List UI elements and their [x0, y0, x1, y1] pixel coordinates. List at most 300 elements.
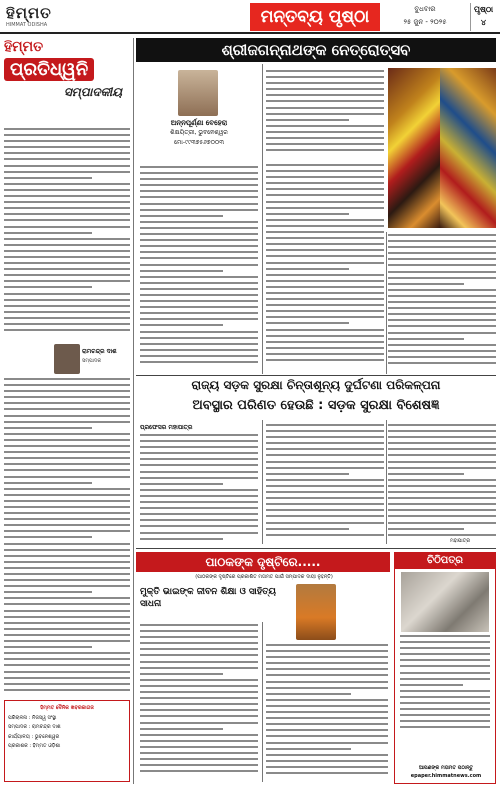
text-line [266, 316, 384, 318]
text-line [4, 226, 130, 228]
text-line [400, 714, 490, 716]
text-line [388, 264, 496, 266]
text-line [140, 691, 258, 693]
text-line [140, 654, 258, 656]
column-rule [386, 232, 387, 374]
text-line [266, 650, 388, 652]
text-line [266, 461, 384, 463]
text-line [4, 390, 130, 392]
text-line [266, 243, 384, 245]
author-role: ସମ୍ପାଦକ [82, 358, 102, 364]
text-line [4, 378, 130, 380]
author-photo [54, 344, 80, 374]
text-line [4, 482, 92, 484]
text-line [140, 196, 258, 198]
text-line [266, 225, 384, 227]
readers-headline: ମୁକ୍ତି ଭାଇଙ୍କ ଜୀବନ ଶିକ୍ଷା ଓ ସାହିତ୍ୟ ସାଧନା [140, 587, 276, 609]
text-line [266, 113, 384, 115]
text-line [140, 209, 258, 211]
brand-pratidhwani: ପ୍ରତିଧ୍ୱନି [4, 58, 94, 81]
text-line [4, 512, 130, 514]
editorial-body-top [4, 128, 130, 340]
text-line [388, 509, 496, 511]
text-line [400, 702, 490, 704]
text-line [388, 430, 496, 432]
text-line [266, 268, 349, 270]
text-line [140, 764, 258, 766]
text-line [140, 525, 258, 527]
text-line [266, 644, 388, 646]
brand-subtitle: ସମ୍ପାଦକୀୟ [63, 85, 122, 99]
text-line [4, 628, 130, 630]
text-line [4, 610, 130, 612]
text-line [4, 597, 130, 599]
text-line [388, 350, 496, 352]
logo-text: ହିମ୍ମତ [6, 4, 52, 22]
text-line [4, 384, 130, 386]
text-line [266, 274, 384, 276]
masthead [0, 0, 500, 34]
text-line [388, 258, 496, 260]
text-line [140, 166, 258, 168]
text-line [400, 672, 490, 674]
text-line [266, 182, 384, 184]
text-line [4, 689, 130, 691]
editorial-brand [4, 39, 130, 125]
text-line [4, 543, 130, 545]
writer-name: ଅନ୍ନପୂର୍ଣ୍ଣା ବେହେରା [170, 119, 228, 127]
text-line [140, 294, 258, 296]
text-line [266, 170, 384, 172]
text-line [388, 362, 496, 364]
text-line [4, 140, 130, 142]
text-line [266, 94, 384, 96]
text-line [4, 256, 130, 258]
text-line [388, 515, 496, 517]
text-line [4, 317, 130, 319]
text-line [140, 355, 258, 357]
text-line [266, 528, 349, 530]
writer-phone: ମୋ-୯୯୩୭୫୬୭୦୦୩ [174, 139, 224, 146]
text-line [140, 507, 258, 509]
letters-footer [399, 764, 493, 780]
text-line [266, 131, 384, 133]
text-line [266, 711, 388, 713]
text-line [140, 184, 258, 186]
text-line [4, 195, 130, 197]
text-line [266, 687, 388, 689]
text-line [400, 653, 490, 655]
text-line [4, 573, 130, 575]
story2-col-3 [388, 424, 496, 544]
column-rule [262, 420, 263, 544]
text-line [388, 301, 496, 303]
text-line [140, 728, 223, 730]
text-line [140, 349, 258, 351]
text-line [4, 603, 130, 605]
text-line [4, 165, 130, 167]
text-line [4, 549, 130, 551]
text-line [140, 630, 258, 632]
text-line [140, 215, 223, 217]
issue-date [384, 3, 466, 31]
writer-role: ଶିକ୍ଷୟିତ୍ରୀ, ଭୁବନେଶ୍ୱର [170, 129, 228, 136]
text-line [388, 252, 496, 254]
text-line [266, 705, 388, 707]
text-line [400, 678, 490, 680]
text-line [266, 729, 388, 731]
text-line [140, 501, 258, 503]
text-line [140, 434, 258, 436]
text-line [388, 332, 496, 334]
text-line [266, 341, 384, 343]
text-line [266, 699, 388, 701]
text-line [266, 436, 384, 438]
text-line [388, 234, 496, 236]
text-line [266, 194, 384, 196]
text-line [388, 271, 496, 273]
story2-byline: ପ୍ରଫେସର ମହାପାତ୍ର [140, 424, 193, 431]
text-line [140, 489, 258, 491]
text-line [4, 622, 130, 624]
text-line [4, 518, 130, 520]
text-line [266, 454, 384, 456]
text-line [266, 359, 384, 361]
text-line [266, 693, 351, 695]
text-line [4, 494, 130, 496]
text-line [266, 219, 384, 221]
text-line [140, 312, 258, 314]
text-line [266, 674, 388, 676]
column-rule [386, 420, 387, 544]
text-line [388, 313, 496, 315]
text-line [266, 322, 349, 324]
page-number [470, 3, 496, 31]
text-line [266, 70, 384, 72]
issue-day: ବୁଧବାର [414, 5, 436, 13]
text-line [4, 445, 130, 447]
text-line [140, 722, 258, 724]
column-rule [262, 64, 263, 374]
page-label: ପୃଷ୍ଠା [473, 5, 494, 14]
text-line [400, 635, 490, 637]
section-rule [136, 375, 496, 376]
text-line [266, 164, 384, 166]
text-line [140, 288, 258, 290]
text-line [400, 647, 490, 649]
text-line [400, 696, 490, 698]
text-line [266, 668, 388, 670]
text-line [388, 307, 496, 309]
text-line [4, 585, 130, 587]
text-line [266, 137, 384, 139]
text-line [4, 268, 130, 270]
text-line [140, 495, 258, 497]
text-line [140, 458, 258, 460]
text-line [140, 513, 258, 515]
text-line [266, 717, 388, 719]
issue-date-value: ୨୫ ଜୁନ - ୨୦୨୫ [403, 18, 447, 26]
text-line [140, 264, 258, 266]
letters-footer-text: ଆପଣଙ୍କ ମତାମତ ପଠାନ୍ତୁ [419, 765, 473, 771]
text-line [140, 758, 258, 760]
text-line [388, 479, 496, 481]
text-line [140, 440, 258, 442]
text-line [388, 454, 496, 456]
text-line [4, 421, 130, 423]
story2-col-1 [140, 434, 258, 544]
text-line [266, 107, 384, 109]
text-line [4, 171, 130, 173]
text-line [140, 361, 258, 363]
text-line [388, 356, 496, 358]
text-line [4, 591, 92, 593]
text-line [388, 485, 496, 487]
text-line [266, 231, 384, 233]
text-line [266, 497, 384, 499]
main-story-col-1 [140, 166, 258, 372]
main-story-col-2-top [266, 70, 384, 160]
text-line [266, 473, 349, 475]
text-line [140, 709, 258, 711]
text-line [4, 579, 130, 581]
text-line [4, 286, 92, 288]
text-line [140, 172, 258, 174]
text-line [4, 408, 130, 410]
text-line [4, 415, 130, 417]
text-line [140, 734, 258, 736]
text-line [140, 446, 258, 448]
text-line [140, 697, 258, 699]
text-line [4, 402, 130, 404]
text-line [140, 532, 258, 534]
text-line [4, 152, 130, 154]
text-line [4, 640, 130, 642]
text-line [4, 671, 130, 673]
text-line [4, 146, 130, 148]
text-line [4, 238, 130, 240]
text-line [4, 658, 130, 660]
text-line [140, 471, 258, 473]
text-line [140, 519, 258, 521]
text-line [266, 335, 384, 337]
text-line [140, 337, 258, 339]
text-line [266, 424, 384, 426]
text-line [266, 286, 384, 288]
text-line [400, 726, 490, 728]
text-line [266, 430, 384, 432]
text-line [140, 538, 223, 540]
text-line [400, 720, 490, 722]
text-line [4, 134, 130, 136]
text-line [140, 715, 258, 717]
text-line [266, 176, 384, 178]
text-line [4, 262, 130, 264]
text-line [400, 665, 490, 667]
text-line [388, 522, 496, 524]
letters-title: ଚିଠିପତ୍ର [395, 553, 495, 569]
story2-headline: ଅବସ୍ଥାର ପରିଣତ ହେଉଛି : ସଡ଼କ ସୁରକ୍ଷା ବିଶେଷଜ୍ଞ [192, 398, 440, 413]
text-line [4, 634, 130, 636]
text-line [140, 752, 258, 754]
imprint-line: ସମ୍ପାଦକ : ରାମଚନ୍ଦ୍ର ଦାଶ [8, 724, 61, 730]
text-line [4, 201, 130, 203]
text-line [4, 219, 130, 221]
text-line [4, 213, 130, 215]
imprint-title: ହିମ୍ମତ ଦୈନିକ ଖବରକାଗଜ [40, 705, 94, 711]
text-line [388, 448, 496, 450]
text-line [140, 636, 258, 638]
text-line [4, 183, 130, 185]
text-line [4, 427, 92, 429]
text-line [140, 221, 258, 223]
text-line [4, 158, 130, 160]
text-line [140, 673, 223, 675]
text-line [4, 677, 130, 679]
text-line [388, 338, 464, 340]
text-line [140, 703, 258, 705]
text-line [140, 233, 258, 235]
text-line [4, 299, 130, 301]
text-line [266, 143, 384, 145]
text-line [140, 257, 258, 259]
text-line [4, 567, 130, 569]
text-line [388, 436, 496, 438]
text-line [388, 325, 496, 327]
text-line [4, 305, 130, 307]
brand-himmat: ହିମ୍ମତ [4, 39, 44, 55]
letters-body [395, 635, 495, 733]
text-line [266, 485, 384, 487]
text-line [4, 433, 130, 435]
text-line [4, 463, 130, 465]
main-story-col-3 [388, 234, 496, 372]
text-line [140, 477, 258, 479]
text-line [266, 467, 384, 469]
text-line [266, 742, 388, 744]
text-line [4, 274, 130, 276]
text-line [140, 245, 258, 247]
column-rule [262, 622, 263, 782]
text-line [400, 690, 490, 692]
readers-col-2 [266, 644, 388, 782]
text-line [266, 754, 388, 756]
story2-col-2 [266, 424, 384, 544]
text-line [266, 479, 384, 481]
text-line [4, 329, 130, 331]
text-line [388, 246, 496, 248]
text-line [388, 289, 496, 291]
column-rule [133, 38, 134, 784]
text-line [388, 461, 496, 463]
text-line [4, 500, 130, 502]
text-line [4, 439, 130, 441]
letters-box [394, 552, 496, 784]
epaper-link[interactable]: epaper.himmatnews.com [410, 773, 482, 779]
imprint-box [4, 700, 130, 782]
main-headline: ଶ୍ରୀଜଗନ୍ନାଥଙ୍କ ନେତ୍ରୋତ୍ସବ [136, 38, 496, 62]
text-line [388, 319, 496, 321]
text-line [266, 448, 384, 450]
text-line [388, 424, 496, 426]
text-line [266, 237, 384, 239]
text-line [4, 616, 130, 618]
text-line [266, 522, 384, 524]
text-line [4, 244, 130, 246]
text-line [388, 534, 496, 536]
text-line [4, 476, 130, 478]
text-line [266, 656, 388, 658]
readers-banner: ପାଠକଙ୍କ ଦୃଷ୍ଟିରେ..... [136, 552, 390, 572]
text-line [140, 227, 258, 229]
text-line [4, 555, 130, 557]
text-line [266, 503, 384, 505]
text-line [140, 667, 258, 669]
text-line [4, 396, 130, 398]
text-line [140, 483, 223, 485]
text-line [140, 464, 258, 466]
text-line [140, 740, 258, 742]
text-line [140, 746, 258, 748]
story2-end-tag: ମହାପାତ୍ର [450, 538, 471, 544]
text-line [266, 766, 388, 768]
text-line [266, 442, 384, 444]
text-line [266, 119, 349, 121]
page-number-value: ୪ [480, 18, 487, 27]
text-line [266, 723, 388, 725]
section-rule [136, 548, 496, 549]
text-line [140, 306, 258, 308]
text-line [266, 735, 388, 737]
text-line [140, 239, 258, 241]
text-line [266, 82, 384, 84]
text-line [266, 100, 384, 102]
story2-kicker: ରାଜ୍ୟ ସଡ଼କ ସୁରକ୍ଷା ଚିନ୍ତାଶୂନ୍ୟ ଦୁର୍ଘଟଣା ପରିକଳ୍ପନା [191, 378, 441, 392]
text-line [4, 469, 130, 471]
text-line [140, 203, 258, 205]
text-line [4, 646, 92, 648]
text-line [140, 331, 258, 333]
text-line [266, 491, 384, 493]
text-line [140, 770, 258, 772]
text-line [266, 249, 384, 251]
text-line [388, 528, 464, 530]
text-line [400, 641, 490, 643]
text-line [388, 240, 496, 242]
text-line [266, 262, 384, 264]
text-line [266, 149, 384, 151]
text-line [4, 250, 130, 252]
text-line [266, 280, 384, 282]
text-line [266, 125, 384, 127]
text-line [140, 178, 258, 180]
text-line [400, 708, 490, 710]
text-line [140, 343, 258, 345]
text-line [388, 467, 496, 469]
text-line [266, 298, 384, 300]
deity-photo-left [388, 68, 440, 228]
text-line [266, 201, 384, 203]
text-line [4, 530, 130, 532]
writer-photo [178, 70, 218, 116]
text-line [4, 293, 130, 295]
text-line [140, 270, 223, 272]
text-line [266, 347, 384, 349]
text-line [266, 329, 384, 331]
text-line [400, 659, 490, 661]
editorial-body-bottom [4, 378, 130, 696]
text-line [4, 652, 130, 654]
